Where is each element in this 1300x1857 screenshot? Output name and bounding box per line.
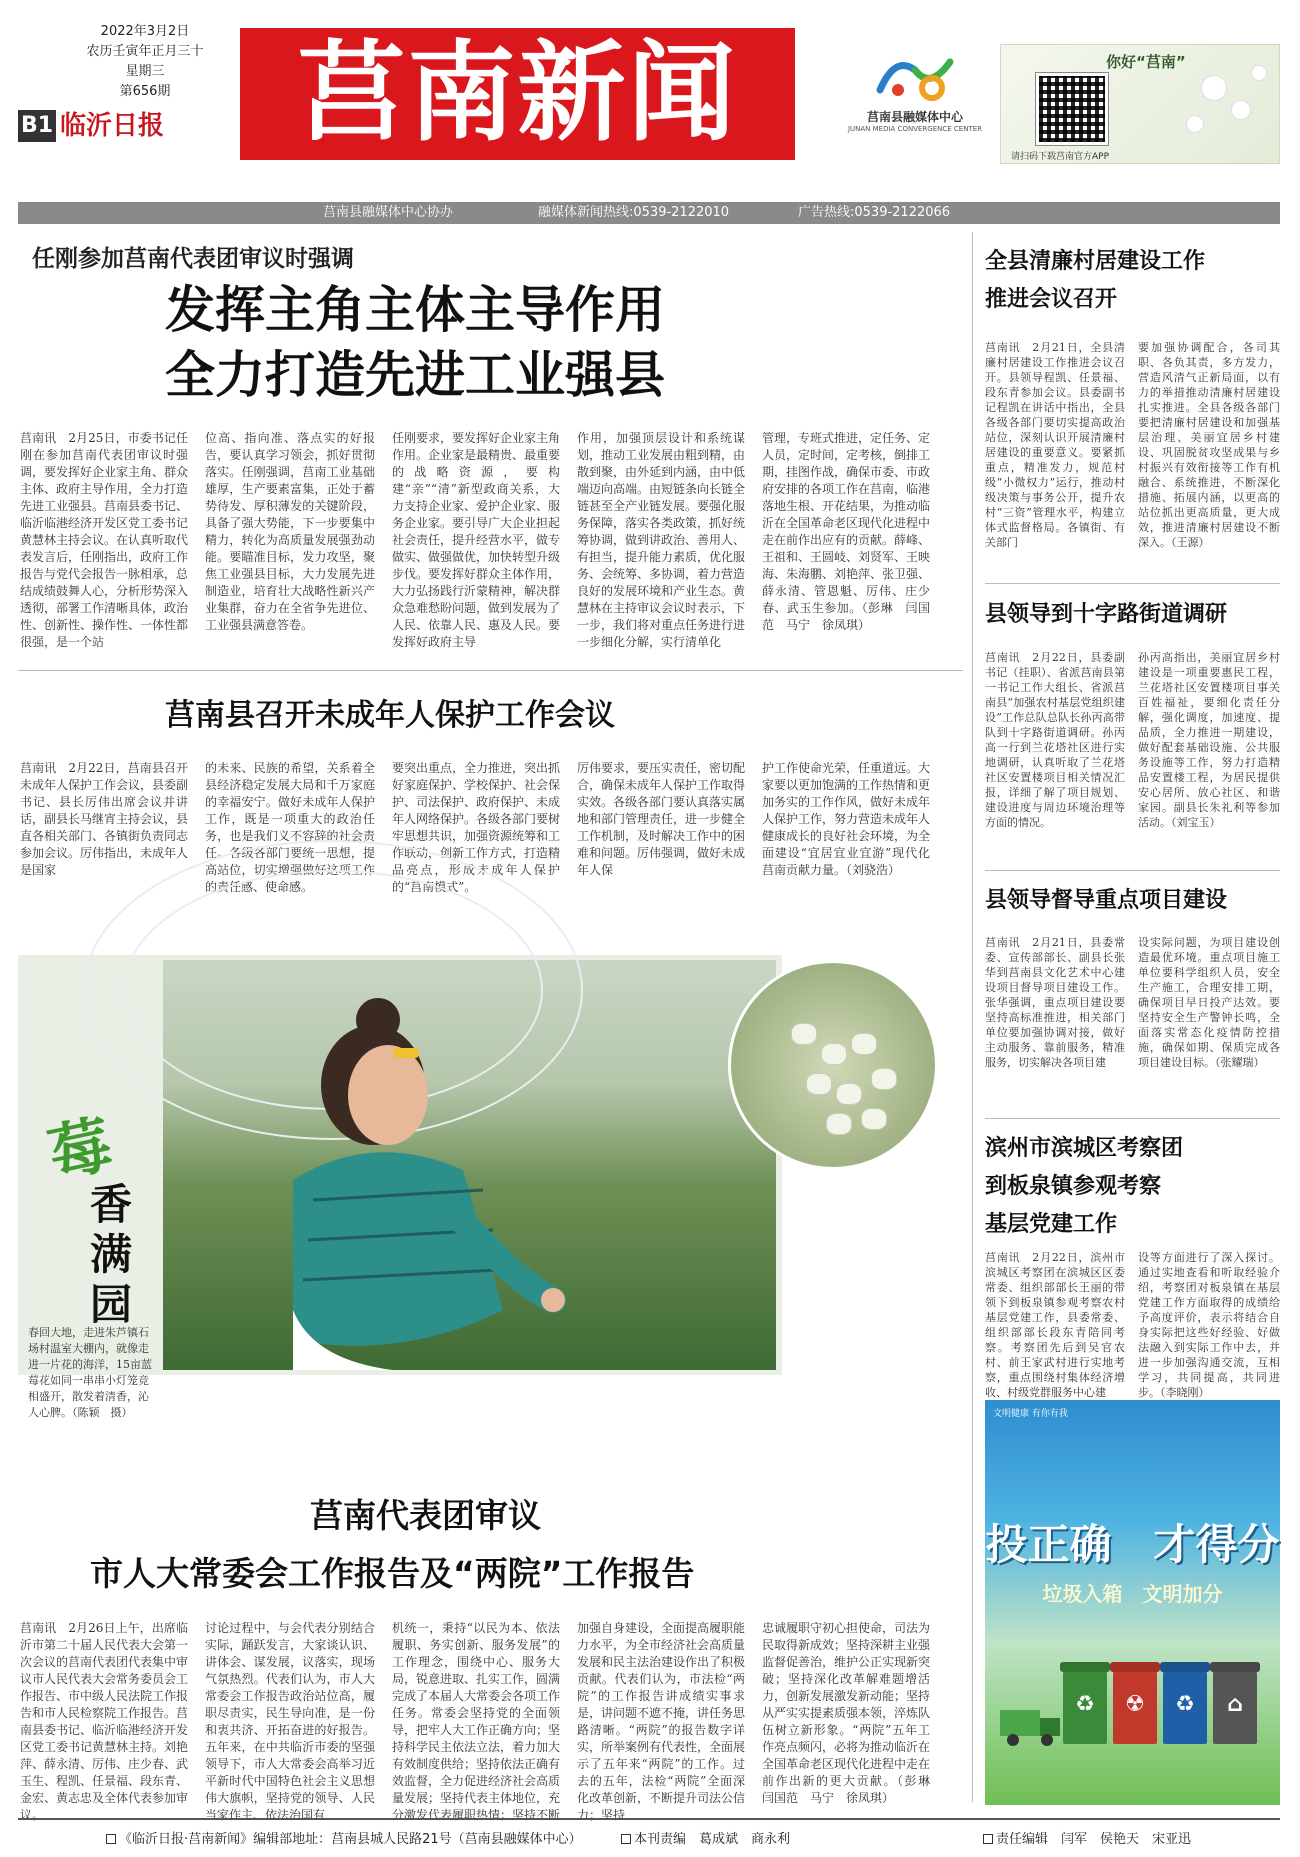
minors-column: 要突出重点，全力推进，突出抓好家庭保护、学校保护、社会保护、司法保护、政府保护、未成年人网络保护。各级各部门要树牢思想共识，加强资源统筹和工作联动，创新工作方式，打造精品亮点，形成未成年人保护的“莒南模式”。 xyxy=(392,761,561,894)
garbage-truck-icon xyxy=(995,1700,1065,1750)
lead-kicker: 任刚参加莒南代表团审议时强调 xyxy=(32,246,354,272)
ad-title: 投正确 才得分 xyxy=(985,1520,1280,1569)
photo-feature xyxy=(18,955,782,1419)
greenhouse-photo xyxy=(163,960,776,1370)
organizer: 莒南县融媒体中心协办 xyxy=(323,205,454,220)
flower-decoration xyxy=(821,1043,847,1065)
recyclable-bin-icon: ♻ xyxy=(1163,1670,1207,1744)
flower-decoration xyxy=(791,1023,817,1045)
side-column: 设等方面进行了深入探讨。通过实地查看和听取经验介绍，考察团对板泉镇在基层党建工作方面取得的成绩给予高度评价，表示将结合自身实际把这些好经验、好做法融入到实际工作中去，并进一步加强沟通交流，互相学习，共同提高，共同进步。（李晓刚） xyxy=(1138,1251,1280,1399)
qr-code-icon[interactable] xyxy=(1036,73,1108,145)
footer-address-text: 《临沂日报·莒南新闻》编辑部地址：莒南县城人民路21号（莒南县融媒体中心） xyxy=(119,1832,582,1847)
flower-decoration xyxy=(826,1113,852,1135)
flower-decoration xyxy=(806,1073,832,1095)
side-title xyxy=(985,243,1205,319)
npc-column: 莒南讯 2月26日上午，出席临沂市第二十届人民代表大会第一次会议的莒南代表团代表集中审议市人民代表大会常务委员会工作报告、市中级人民法院工作报告和市人民检察院工作报告。莒南县委书记、临沂临港经济开发区党工委书记黄慧林主持。刘艳萍、薛永清、厉伟、庄少春、武玉生、程凯、任景福、段东青、金宏、黄志忠及全体代表参加审议。 xyxy=(20,1621,189,1822)
npc-headline-1: 莒南代表团审议 xyxy=(310,1496,541,1535)
promo-caption: 请扫码下载莒南官方APP xyxy=(1011,152,1110,162)
garbage-sorting-ad xyxy=(985,1400,1280,1805)
section-divider xyxy=(985,583,1280,584)
footer xyxy=(18,1818,1280,1848)
recycle-bin-icon: ♻ xyxy=(1063,1670,1107,1744)
app-promo[interactable] xyxy=(1000,44,1280,164)
media-center-name: 莒南县融媒体中心 xyxy=(866,110,963,124)
minors-column: 的未来、民族的希望，关系着全县经济稳定发展大局和千万家庭的幸福安宁。做好未成年人保护工作，既是一项重大的政治任务，也是我们义不容辞的社会责任。各级各部门要统一思想，提高站位，切实增强做好这项工作的责任感、使命感。 xyxy=(205,761,375,894)
flower-decoration xyxy=(871,1068,897,1090)
side-column: 莒南讯 2月21日，全县清廉村居建设工作推进会议召开。县领导程凯、任景福、段东青参加会议。县委副书记程凯在讲话中指出，全县各级各部门要切实提高政治站位，深刻认识开展清廉村居建设的重要意义。要紧抓重点，精准发力，规范村级“小微权力”运行，推动村级决策与事务公开，提升农村“三资”管理水平，构建立体式监督格局。各镇街、有关部门 xyxy=(985,341,1125,549)
npc-column: 讨论过程中，与会代表分别结合实际，踊跃发言，大家谈认识、讲体会、谋发展，议落实，现场气氛热烈。代表们认为，市人大常委会工作报告政治站位高，履职尽责实，民生导向准，是一份和衷共济、开拓奋进的好报告。五年来，在中共临沂市委的坚强领导下，市人大常委会高举习近平新时代中国特色社会主义思想伟大旗帜，坚持党的领导、人民当家作主、依法治国有 xyxy=(205,1621,375,1822)
flower-decoration xyxy=(1186,115,1204,133)
photo-title: 香满园 xyxy=(89,1180,132,1329)
footer-editors xyxy=(983,1828,1191,1847)
issue-date: 2022年3月2日 xyxy=(100,24,190,39)
hotline-bar xyxy=(18,202,1280,224)
minors-headline: 莒南县召开未成年人保护工作会议 xyxy=(165,698,615,733)
flower-decoration xyxy=(851,1033,877,1055)
media-center-name-en: JUNAN MEDIA CONVERGENCE CENTER xyxy=(847,125,983,133)
npc-column: 加强自身建设，全面提高履职能力水平，为全市经济社会高质量发展和民主法治建设作出了积极贡献。代表们认为，市法检“两院”的工作报告讲成绩实事求是，讲问题不遮不掩，讲任务思路清晰。“两院”的报告数字详实，所举案例有代表性，全面展示了五年来“两院”的工作。过去的五年，法检“两院”全面深化改革创新，不断提升司法公信力；坚持 xyxy=(577,1621,746,1822)
weekday: 星期三 xyxy=(125,64,165,79)
photo-title-big: 莓 xyxy=(42,1107,118,1192)
side-column: 莒南讯 2月21日，县委常委、宣传部部长、副县长张华到莒南县文化艺术中心建设项目督导项目建设工作。张华强调，重点项目建设要坚持高标准推进，相关部门单位要加强协调对接，做好主动服务、靠前服务，精准服务，切实解决各项目建 xyxy=(985,936,1125,1069)
masthead: 莒南新闻 xyxy=(240,28,795,160)
side-title-line: 县领导督导重点项目建设 xyxy=(985,888,1228,913)
media-center-logo xyxy=(845,50,985,150)
square-icon xyxy=(621,1834,631,1844)
lead-column: 任刚要求，要发挥好企业家主角作用。企业家是最精贵、最重要的战略资源，要构建“亲”“清”新型政商关系，大力支持企业家、爱护企业家、服务企业家。要引导广大企业担起社会责任，提升经营水平，做专做实、做强做优，加快转型升级步伐。要发挥好群众主体作用，大力弘扬践行沂蒙精神，解决群众急难愁盼问题，做到发展为了人民、依靠人民、惠及人民。要发挥好政府主导 xyxy=(392,431,561,649)
parent-paper-logo: 临沂日报 xyxy=(60,111,165,141)
side-column: 设实际问题，为项目建设创造最优环境。重点项目施工单位要科学组织人员，安全生产施工，合理安排工期，确保项目早日投产达效。要坚持安全生产警钟长鸣，全面落实常态化疫情防控措施，确保如期、保质完成各项目建设目标。（张耀瑞） xyxy=(1138,936,1280,1069)
footer-duty-editor xyxy=(621,1828,790,1847)
side-title xyxy=(985,596,1227,634)
issue-number: 第656期 xyxy=(119,84,171,99)
side-title-line: 滨州市滨城区考察团 xyxy=(985,1136,1184,1161)
photo-credit: （陈颖 摄） xyxy=(72,1406,133,1419)
photo-caption-text: 春回大地，走进朱芦镇石场村温室大棚内，就像走进一片花的海洋，15亩蓝莓花如同一串串小灯笼竞相盛开，散发着清香，沁人心脾。 xyxy=(28,1326,152,1419)
hazardous-bin-icon: ☢ xyxy=(1113,1670,1157,1744)
side-column: 要加强协调配合，各司其职、各负其责，多方发力，营造风清气正新局面，以有力的举措推动清廉村居建设扎实推进。全县各级各部门要把清廉村居建设和加强基层治理、美丽宜居乡村建设、巩固脱贫攻坚成果与乡村振兴有效衔接等工作有机融合、系统推进，不断深化措施、拓展内涵，以更高的站位抓出更高质量，更大成效，推进清廉村居建设不断深入。（王源） xyxy=(1138,341,1280,549)
lead-column: 位高、指向准、落点实的好报告，要认真学习领会，抓好贯彻落实。任刚强调，莒南工业基础雄厚，生产要素富集，正处于蓄势待发、厚积薄发的关键阶段，具备了强大势能，下一步要集中精力，转化为高质量发展强劲动能。要瞄准目标，发力攻坚，聚焦工业强县目标，大力发展先进制造业，培育壮大战略性新兴产业集群，奋力在全省争先进位、工业强县满意答卷。 xyxy=(205,431,375,632)
side-column: 孙丙高指出，美丽宜居乡村建设是一项重要惠民工程，兰花塔社区安置楼项目事关百姓福祉，要细化责任分解，强化调度，加速度、提品质，全力推进一期建设，做好配套基础设施、公共服务设施等工作，努力打造精品安置楼工程，为居民提供安心居所、放心社区、和谐家园。副县长朱礼利等参加活动。（刘宝玉） xyxy=(1138,651,1280,829)
square-icon xyxy=(106,1834,116,1844)
npc-column: 忠诚履职守初心担使命，司法为民取得新成效；坚持深耕主业强监督促善治，维护公正实现新突破；坚持深化改革解难题增活力，创新发展激发新动能；坚持从严实实提素质强本领，淬炼队伍树立新形象。“两院”五年工作亮点频闪，必将为推动临沂在全国革命老区现代化进程中走在前作出新的更大贡献。（彭琳 闫国范 马宁 徐凤琪） xyxy=(762,1621,943,1805)
issue-info xyxy=(70,22,220,102)
footer-editors-text: 责任编辑 闫军 侯艳天 宋亚迅 xyxy=(996,1832,1192,1847)
other-bin-icon: ⌂ xyxy=(1213,1670,1257,1744)
npc-column: 机统一，秉持“以民为本、依法履职、务实创新、服务发展”的工作理念，围绕中心、服务大局，锐意进取、扎实工作，圆满完成了本届人大常委会各项工作任务。常委会坚持党的全面领导，把牢人大工作正确方向；坚持科学民主依法立法，着力加大有效制度供给；坚持依法正确有效监督，全力促进经济社会高质量发展；坚持代表主体地位，充分激发代表履职热情；坚持不断 xyxy=(392,1621,561,1822)
blueberry-flower-inset xyxy=(728,960,938,1170)
side-title-line: 推进会议召开 xyxy=(985,287,1118,312)
side-title xyxy=(985,1130,1183,1244)
side-title-line: 县领导到十字路街道调研 xyxy=(985,602,1228,627)
flower-decoration xyxy=(1231,100,1251,120)
flower-decoration xyxy=(861,1108,887,1130)
flower-decoration xyxy=(1251,65,1267,81)
section-divider xyxy=(985,1118,1280,1119)
news-hotline: 融媒体新闻热线:0539-2122010 xyxy=(538,205,730,220)
footer-duty-editor-text: 本刊责编 葛成斌 商永利 xyxy=(634,1832,791,1847)
lead-headline-1: 发挥主角主体主导作用 xyxy=(165,281,665,339)
footer-address xyxy=(106,1828,582,1847)
square-icon xyxy=(983,1834,993,1844)
lead-column: 管理，专班式推进，定任务、定人员，定时间，定考核，倒排工期，挂图作战，确保市委、市政府安排的各项工作在莒南，临港落地生根、开花结果，为推动临沂在全国革命老区现代化进程中走在前作出应有的贡献。薛峰、王祖和、王圆岐、刘贤军、王映海、朱海鹏、刘艳萍、张卫强、薛永清、管恩魁、厉伟、庄少春、武玉生参加。（彭琳 闫国范 马宁 徐凤琪） xyxy=(762,431,931,632)
ad-subtitle: 垃圾入箱 文明加分 xyxy=(1042,1582,1223,1606)
side-title-line: 全县清廉村居建设工作 xyxy=(985,249,1206,274)
side-column: 莒南讯 2月22日，县委副书记（挂职）、省派莒南县第一书记工作大组长、省派莒南县“加强农村基层党组织建设”工作总队总队长孙丙高带队到十字路街道调研。孙丙高一行到兰花塔社区进行实地调研，认真听取了兰花塔社区安置楼项目相关情况汇报，详细了解了项目规划、建设进度与周边环境治理等方面的情况。 xyxy=(985,651,1125,829)
ad-top-text: 文明健康 有你有我 xyxy=(993,1409,1068,1419)
npc-headline-2: 市人大常委会工作报告及“两院”工作报告 xyxy=(90,1554,695,1593)
media-center-icon xyxy=(870,50,960,108)
ad-hotline: 广告热线:0539-2122066 xyxy=(798,205,951,220)
side-title-line: 到板泉镇参观考察 xyxy=(985,1174,1162,1199)
flower-decoration xyxy=(836,1083,862,1105)
page-number: B1 xyxy=(18,110,56,142)
photo-caption xyxy=(28,1325,158,1421)
side-title xyxy=(985,882,1227,920)
lunar-date: 农历壬寅年正月三十 xyxy=(86,44,204,59)
minors-column: 莒南讯 2月22日，莒南县召开未成年人保护工作会议，县委副书记、县长厉伟出席会议并讲话，副县长马继宵主持会议，县直各相关部门、各镇街负责同志参加会议。厉伟指出，未成年人是国家 xyxy=(20,761,189,877)
section-divider xyxy=(985,870,1280,871)
minors-column: 护工作使命光荣，任重道远。大家要以更加饱满的工作热情和更加务实的工作作风，做好未成年人保护工作，努力营造未成年人健康成长的良好社会环境，为全面建设“宜居宜业宜游”现代化莒南贡献力量。（刘骁浩） xyxy=(762,761,931,877)
column-divider xyxy=(972,232,973,1802)
woman-figure xyxy=(253,980,573,1370)
lead-headline-2: 全力打造先进工业强县 xyxy=(165,346,665,404)
section-divider xyxy=(18,670,963,671)
promo-title: 你好“莒南” xyxy=(1106,53,1186,71)
side-column: 莒南讯 2月22日，滨州市滨城区考察团在滨城区区委常委、组织部部长王丽的带领下到板泉镇参观考察农村基层党建工作，县委常委、组织部部长段东青陪同考察。考察团先后到吴官农村、前王家武村进行实地考察，重点围绕村集体经济增收、村级党群服务中心建 xyxy=(985,1251,1125,1399)
side-title-line: 基层党建工作 xyxy=(985,1212,1118,1237)
lead-column: 莒南讯 2月25日，市委书记任刚在参加莒南代表团审议时强调，要发挥好企业家主角、群众主体、政府主导作用，全力打造先进工业强县。莒南县委书记、临沂临港经济开发区党工委书记黄慧林主持会议。在认真听取代表发言后，任刚指出，政府工作报告与党代会报告一脉相承，总结成绩鼓舞人心，分析形势深入透彻，部署工作清晰具体，政治性、创新性、操作性、一体性都很强，是一个站 xyxy=(20,431,189,649)
flower-decoration xyxy=(1201,75,1227,101)
lead-column: 作用，加强顶层设计和系统谋划，推动工业发展由粗到精，由散到聚，由外延到内涵，由中低端迈向高端。由短链条向长链全链甚至全产业链发展。要强化服务保障，落实各类政策，抓好统筹协调，做到讲政治、善用人、有担当，提升能力素质，优化服务、会统筹、多协调，着力营造良好的发展环境和产业生态。黄慧林在主持审议会议时表示，下一步，我们将对重点任务进行进一步细化分解，实行清单化 xyxy=(577,431,746,649)
minors-column: 厉伟要求，要压实责任，密切配合，确保未成年人保护工作取得实效。各级各部门要认真落实属地和部门管理责任，进一步健全工作机制，及时解决工作中的困难和问题。厉伟强调，做好未成年人保 xyxy=(577,761,746,877)
